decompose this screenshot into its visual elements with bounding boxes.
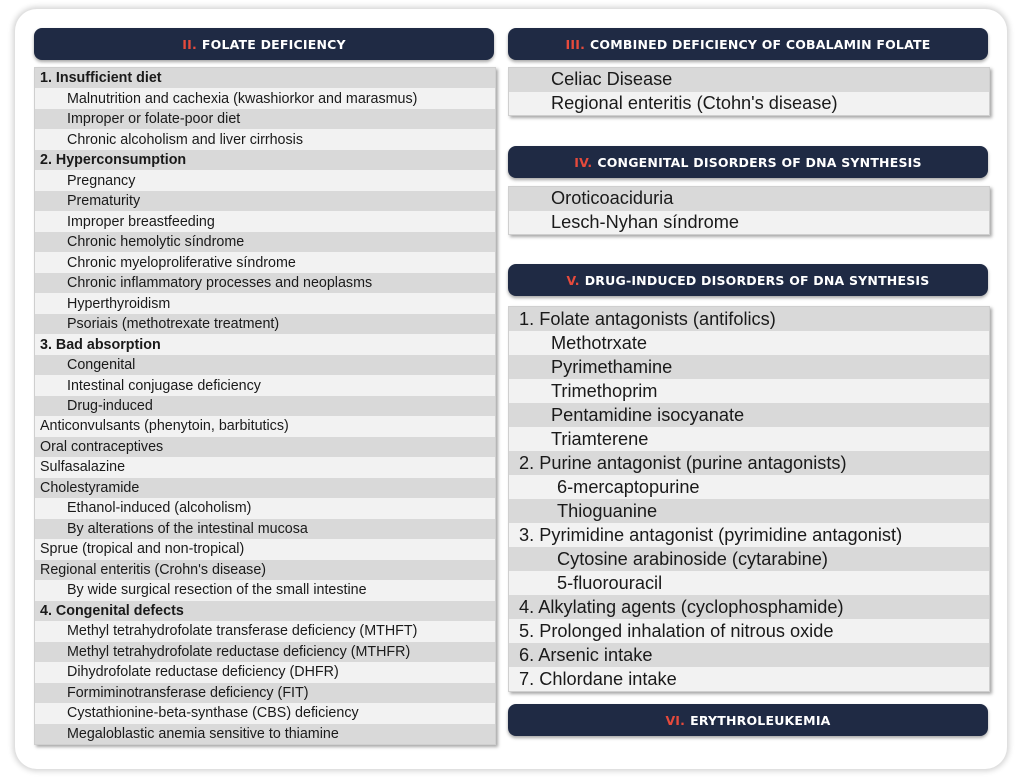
list-item: Malnutrition and cachexia (kwashiorkor and marasmus) <box>35 88 495 108</box>
list-item: Dihydrofolate reductase deficiency (DHFR) <box>35 662 495 682</box>
header-title: DRUG-INDUCED DISORDERS OF DNA SYNTHESIS <box>584 272 930 288</box>
section-subheading: 2. Hyperconsumption <box>35 150 495 170</box>
header-title: COMBINED DEFICIENCY OF COBALAMIN FOLATE <box>590 36 931 52</box>
list-item: Congenital <box>35 355 495 375</box>
list-item: Oroticoaciduria <box>509 187 989 211</box>
section-subheading: 3. Bad absorption <box>35 334 495 354</box>
list-item: Formiminotransferase deficiency (FIT) <box>35 683 495 703</box>
list-item: 5-fluorouracil <box>509 571 989 595</box>
list-item: Triamterene <box>509 427 989 451</box>
list-item: Oral contraceptives <box>35 437 495 457</box>
list-item: Drug-induced <box>35 396 495 416</box>
list-item: Regional enteritis (Ctohn's disease) <box>509 92 989 116</box>
list-item: 6-mercaptopurine <box>509 475 989 499</box>
combined-deficiency-list <box>508 67 990 116</box>
list-item: Pyrimethamine <box>509 355 989 379</box>
list-item: Methyl tetrahydrofolate transferase deficiency (MTHFT) <box>35 621 495 641</box>
list-item: Methyl tetrahydrofolate reductase deficiency (MTHFR) <box>35 642 495 662</box>
header-congenital-disorders <box>508 146 988 178</box>
list-item: 2. Purine antagonist (purine antagonists) <box>509 451 989 475</box>
header-number: IV. <box>574 154 593 170</box>
list-item: Ethanol-induced (alcoholism) <box>35 498 495 518</box>
list-item: Sprue (tropical and non-tropical) <box>35 539 495 559</box>
header-drug-induced-disorders <box>508 264 988 296</box>
folate-deficiency-list <box>34 67 496 745</box>
list-item: 3. Pyrimidine antagonist (pyrimidine antagonist) <box>509 523 989 547</box>
header-combined-deficiency <box>508 28 988 60</box>
list-item: Chronic inflammatory processes and neoplasms <box>35 273 495 293</box>
list-item: Chronic alcoholism and liver cirrhosis <box>35 129 495 149</box>
list-item: Thioguanine <box>509 499 989 523</box>
header-erythroleukemia <box>508 704 988 736</box>
list-item: Improper or folate-poor diet <box>35 109 495 129</box>
list-item: 7. Chlordane intake <box>509 667 989 691</box>
congenital-disorders-list <box>508 186 990 235</box>
list-item: Lesch-Nyhan síndrome <box>509 211 989 235</box>
header-number: V. <box>566 272 580 288</box>
list-item: Cystathionine-beta-synthase (CBS) deficiency <box>35 703 495 723</box>
list-item: Trimethoprim <box>509 379 989 403</box>
section-subheading: 1. Insufficient diet <box>35 68 495 88</box>
list-item: Methotrxate <box>509 331 989 355</box>
list-item: Pentamidine isocyanate <box>509 403 989 427</box>
list-item: Pregnancy <box>35 170 495 190</box>
list-item: 4. Alkylating agents (cyclophosphamide) <box>509 595 989 619</box>
list-item: Megaloblastic anemia sensitive to thiamine <box>35 724 495 744</box>
section-subheading: 4. Congenital defects <box>35 601 495 621</box>
list-item: Cytosine arabinoside (cytarabine) <box>509 547 989 571</box>
list-item: Intestinal conjugase deficiency <box>35 375 495 395</box>
header-folate-deficiency <box>34 28 494 60</box>
list-item: Improper breastfeeding <box>35 211 495 231</box>
drug-induced-disorders-list <box>508 306 990 692</box>
list-item: Regional enteritis (Crohn's disease) <box>35 560 495 580</box>
list-item: 5. Prolonged inhalation of nitrous oxide <box>509 619 989 643</box>
header-number: II. <box>182 36 197 52</box>
list-item: Chronic hemolytic síndrome <box>35 232 495 252</box>
list-item: 1. Folate antagonists (antifolics) <box>509 307 989 331</box>
list-item: 6. Arsenic intake <box>509 643 989 667</box>
list-item: By wide surgical resection of the small intestine <box>35 580 495 600</box>
list-item: Hyperthyroidism <box>35 293 495 313</box>
list-item: Prematurity <box>35 191 495 211</box>
header-title: ERYTHROLEUKEMIA <box>690 712 831 728</box>
list-item: Celiac Disease <box>509 68 989 92</box>
header-number: III. <box>565 36 586 52</box>
header-number: VI. <box>665 712 686 728</box>
list-item: Cholestyramide <box>35 478 495 498</box>
list-item: Psoriais (methotrexate treatment) <box>35 314 495 334</box>
list-item: Anticonvulsants (phenytoin, barbitutics) <box>35 416 495 436</box>
header-title: CONGENITAL DISORDERS OF DNA SYNTHESIS <box>597 154 922 170</box>
header-title: FOLATE DEFICIENCY <box>201 36 346 52</box>
list-item: By alterations of the intestinal mucosa <box>35 519 495 539</box>
list-item: Sulfasalazine <box>35 457 495 477</box>
list-item: Chronic myeloproliferative síndrome <box>35 252 495 272</box>
